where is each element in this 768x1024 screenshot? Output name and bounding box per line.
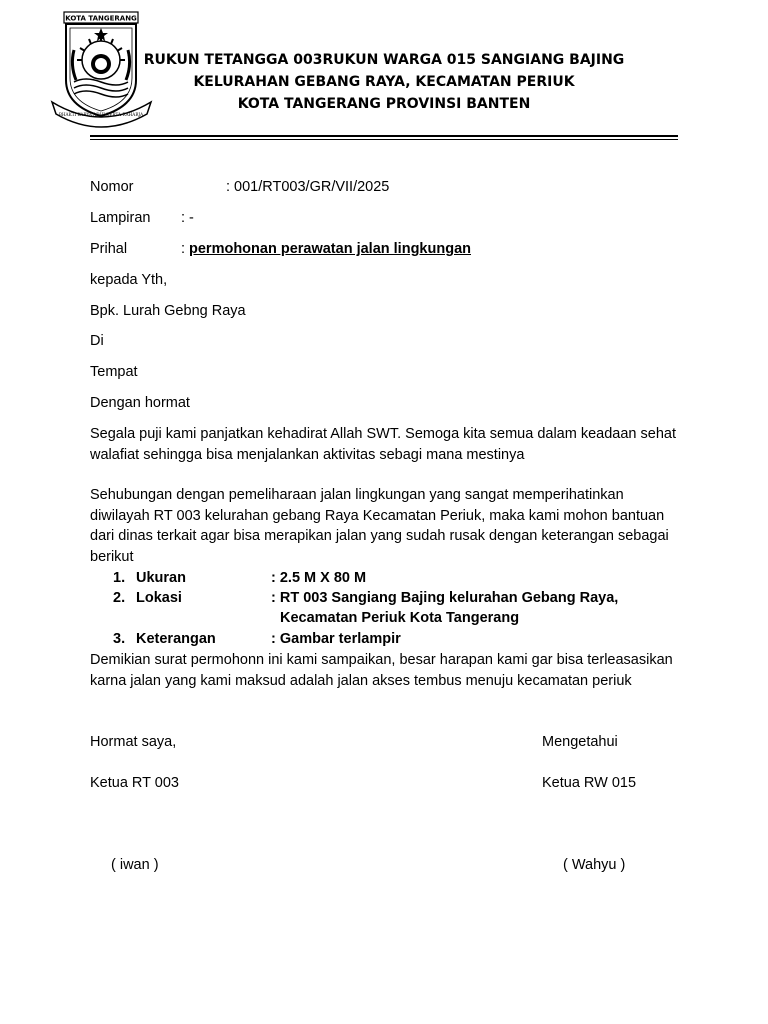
letterhead-line-3: KOTA TANGERANG PROVINSI BANTEN [237, 96, 531, 112]
header-divider-thin [90, 139, 678, 140]
list-item-value: : Gambar terlampir [271, 631, 401, 647]
emblem-label: KOTA TANGERANG [65, 14, 137, 23]
list-item-label: Lokasi [136, 590, 182, 606]
kota-tangerang-emblem [50, 10, 153, 128]
sign-left-name: ( iwan ) [111, 857, 159, 873]
letterhead-line-1: RUKUN TETANGGA 003RUKUN WARGA 015 SANGIANG BAJING [143, 52, 625, 68]
greeting: Dengan hormat [90, 395, 190, 411]
addressee-line-2: Bpk. Lurah Gebng Raya [90, 303, 246, 319]
addressee-line-1: kepada Yth, [90, 272, 168, 288]
letterhead [140, 49, 628, 115]
letterhead-line-2: KELURAHAN GEBANG RAYA, KECAMATAN PERIUK [193, 74, 575, 90]
header-divider-thick [90, 135, 678, 137]
sign-right-salutation: Mengetahui [542, 734, 618, 750]
nomor-value: : 001/RT003/GR/VII/2025 [226, 179, 390, 195]
request-paragraph: Sehubungan dengan pemeliharaan jalan lingkungan yang sangat memperihatinkan diwilayah RT 003 kelurahan gebang Raya Kecamatan Periuk, maka kami mohon bantuan dari dinas terkait agar bisa merapikan jalan yang sudah rusak dengan keterangan sebagai berikut [90, 487, 669, 565]
addressee-line-3: Di [90, 333, 104, 349]
nomor-label: Nomor [90, 179, 134, 195]
sign-left-title: Ketua RT 003 [90, 775, 179, 791]
prihal-value: permohonan perawatan jalan lingkungan [189, 241, 471, 257]
opening-paragraph: Segala puji kami panjatkan kehadirat Allah SWT. Semoga kita semua dalam keadaan sehat walafiat sehingga bisa menjalankan aktivitas sebagi mana mestinya [90, 426, 676, 463]
sign-left-salutation: Hormat saya, [90, 734, 177, 750]
list-item-number: 3. [113, 631, 126, 647]
prihal-label: Prihal [90, 241, 128, 257]
closing-paragraph: Demikian surat permohonn ini kami sampaikan, besar harapan kami gar bisa terleasasikan karna jalan yang kami maksud adalah jalan akses tembus menuju kecamatan periuk [90, 652, 673, 689]
lampiran-label: Lampiran [90, 210, 151, 226]
list-item-label: Ukuran [136, 570, 186, 586]
sign-right-name: ( Wahyu ) [563, 857, 626, 873]
sign-right-title: Ketua RW 015 [542, 775, 637, 791]
prihal-colon: : [181, 241, 186, 257]
list-item-label: Keterangan [136, 631, 216, 647]
list-item-number: 2. [113, 590, 126, 606]
list-item-value: : 2.5 M X 80 M [271, 570, 367, 586]
lampiran-value: : - [181, 210, 194, 226]
addressee-line-4: Tempat [90, 364, 138, 380]
list-item-value-continuation: Kecamatan Periuk Kota Tangerang [280, 610, 520, 626]
list-item-value: : RT 003 Sangiang Bajing kelurahan Gebang Raya, [271, 590, 619, 606]
list-item-number: 1. [113, 570, 126, 586]
emblem-ribbon-text: BHAKTI KARYA ADHI KERTA RAHARJA [58, 112, 144, 117]
